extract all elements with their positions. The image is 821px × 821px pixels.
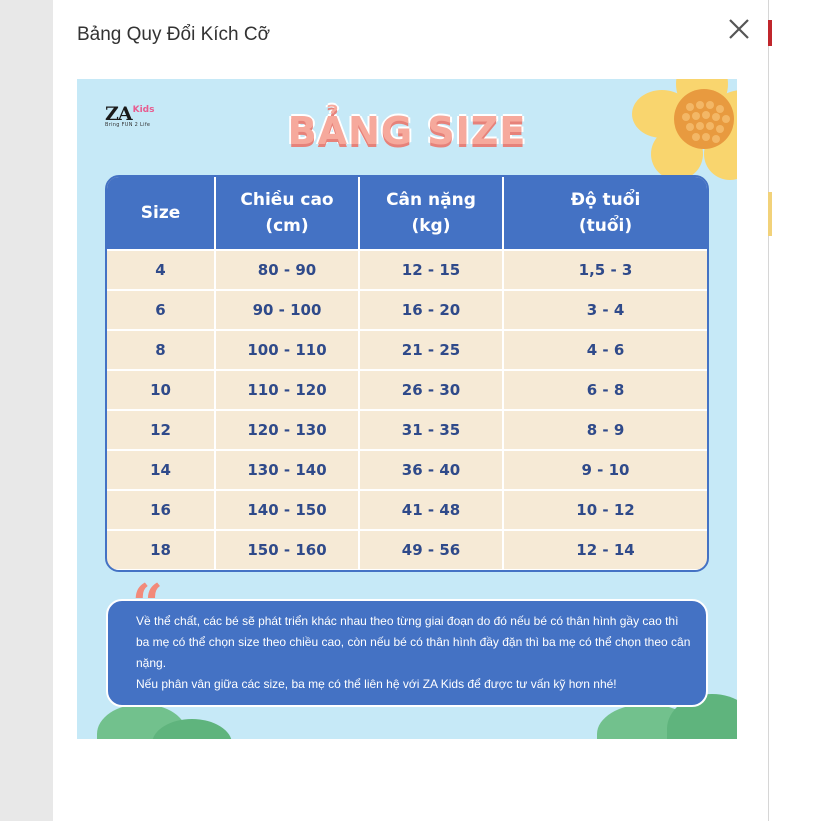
- cell-size: 8: [107, 330, 215, 370]
- cell-height: [215, 570, 359, 572]
- cell-height: 130 - 140: [215, 450, 359, 490]
- table-row: [107, 450, 707, 490]
- note-paragraph: Nếu phân vân giữa các size, ba mẹ có thể liên hệ với ZA Kids để được tư vấn kỹ hơn nhé!: [136, 677, 617, 691]
- header-weight: Cân nặng (kg): [359, 177, 503, 250]
- table-row: [107, 410, 707, 450]
- cell-weight: [359, 570, 503, 572]
- table-row: [107, 490, 707, 530]
- note-box: [106, 599, 708, 707]
- table-row: [107, 530, 707, 570]
- modal-title: Bảng Quy Đổi Kích Cỡ: [77, 24, 271, 45]
- cell-height: 150 - 160: [215, 530, 359, 570]
- cell-age: 10 - 12: [503, 490, 707, 530]
- cell-age: 1,5 - 3: [503, 250, 707, 290]
- cell-age: 6 - 8: [503, 370, 707, 410]
- background-yellow-mark: [768, 192, 772, 236]
- note-paragraph: Về thể chất, các bé sẽ phát triển khác nhau theo từng giai đoạn do đó nếu bé có thân hình gầy cao thì ba mẹ có thể chọn size theo chiều cao, còn nếu bé có thân hình đầy đặn thì ba mẹ có thể chọn theo cân nặng.: [136, 614, 691, 670]
- header-height: Chiều cao (cm): [215, 177, 359, 250]
- quote-mark-icon: “: [132, 572, 164, 636]
- cell-size: 6: [107, 290, 215, 330]
- cell-age: 9 - 10: [503, 450, 707, 490]
- cell-height: 110 - 120: [215, 370, 359, 410]
- table-row: [107, 330, 707, 370]
- logo-tagline: Bring FUN 2 Life: [105, 122, 151, 128]
- cell-height: 90 - 100: [215, 290, 359, 330]
- cell-height: 140 - 150: [215, 490, 359, 530]
- size-table: [105, 175, 709, 572]
- cell-height: 100 - 110: [215, 330, 359, 370]
- close-button[interactable]: [724, 14, 754, 44]
- cell-age: 3 - 4: [503, 290, 707, 330]
- cell-weight: 26 - 30: [359, 370, 503, 410]
- table-header-row: [107, 177, 707, 250]
- cell-weight: 21 - 25: [359, 330, 503, 370]
- cell-height: 80 - 90: [215, 250, 359, 290]
- cell-age: [503, 570, 707, 572]
- background-page-edge: [768, 0, 821, 821]
- cell-size: 12: [107, 410, 215, 450]
- cell-size: 18: [107, 530, 215, 570]
- cell-size: 14: [107, 450, 215, 490]
- background-red-mark: [768, 20, 772, 46]
- cell-weight: 49 - 56: [359, 530, 503, 570]
- cell-weight: 16 - 20: [359, 290, 503, 330]
- cell-age: 8 - 9: [503, 410, 707, 450]
- logo-brand: ZA: [105, 103, 132, 125]
- cell-weight: 36 - 40: [359, 450, 503, 490]
- header-age: Độ tuổi (tuổi): [503, 177, 707, 250]
- table-row: [107, 570, 707, 572]
- cell-size: 4: [107, 250, 215, 290]
- size-chart-image: [77, 79, 737, 739]
- cell-age: 12 - 14: [503, 530, 707, 570]
- cell-weight: 31 - 35: [359, 410, 503, 450]
- table-row: [107, 290, 707, 330]
- cell-size: 16: [107, 490, 215, 530]
- cell-age: 4 - 6: [503, 330, 707, 370]
- cell-weight: 12 - 15: [359, 250, 503, 290]
- close-icon: [724, 14, 754, 44]
- table-row: [107, 370, 707, 410]
- cell-size: 10: [107, 370, 215, 410]
- table-row: [107, 250, 707, 290]
- cell-weight: 41 - 48: [359, 490, 503, 530]
- chart-title: BẢNG SIZE: [287, 109, 527, 153]
- header-size: Size: [107, 177, 215, 250]
- cell-height: 120 - 130: [215, 410, 359, 450]
- logo-sub: Kids: [132, 105, 155, 115]
